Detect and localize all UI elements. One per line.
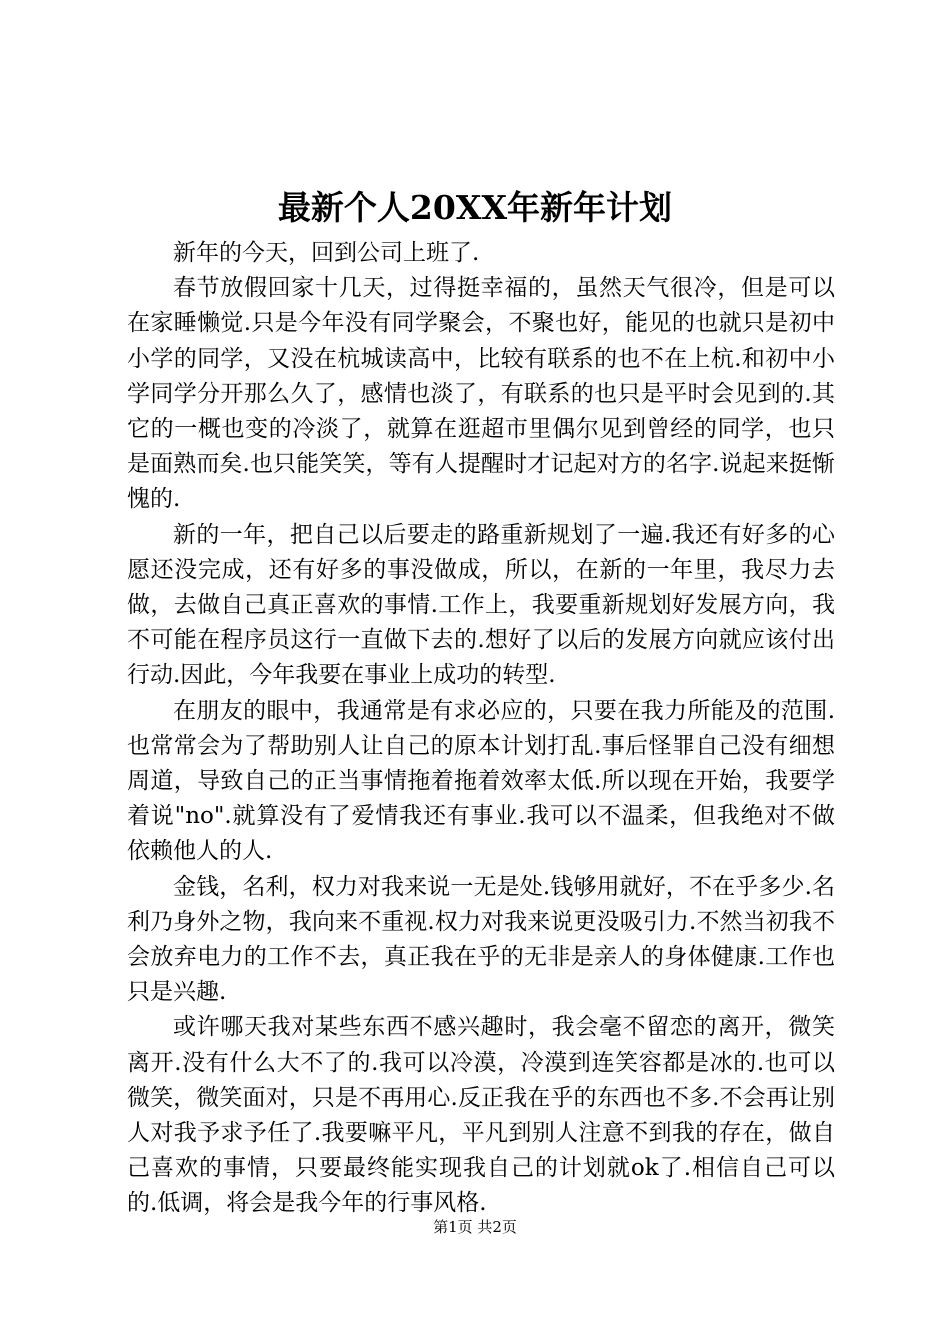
- document-title: 最新个人20XX年新年计划: [277, 188, 673, 227]
- page-footer: 第1页 共2页: [433, 1218, 517, 1236]
- paragraph-6: 或许哪天我对某些东西不感兴趣时，我会毫不留恋的离开，微笑离开.没有什么大不了的.我可以冷漠，冷漠到连笑容都是冰的.也可以微笑，微笑面对，只是不再用心.反正我在乎的东西也不多.不会再让别人对我予求予任了.我要嘛平凡，平凡到别人注意不到我的存在，做自己喜欢的事情，只要最终能实现我自己的计划就ok了.相信自己可以的.低调，将会是我今年的行事风格.: [127, 1014, 835, 1217]
- document-body: [127, 236, 835, 1222]
- paragraph-4: 在朋友的眼中，我通常是有求必应的，只要在我力所能及的范围.也常常会为了帮助别人让自己的原本计划打乱.事后怪罪自己没有细想周道，导致自己的正当事情拖着拖着效率太低.所以现在开始，我要学着说"no".就算没有了爱情我还有事业.我可以不温柔，但我绝对不做依赖他人的人.: [127, 697, 835, 865]
- paragraph-5: 金钱，名利，权力对我来说一无是处.钱够用就好，不在乎多少.名利乃身外之物，我向来不重视.权力对我来说更没吸引力.不然当初我不会放弃电力的工作不去，真正我在乎的无非是亲人的身体健康.工作也只是兴趣.: [127, 873, 835, 1006]
- paragraph-3: 新的一年，把自己以后要走的路重新规划了一遍.我还有好多的心愿还没完成，还有好多的事没做成，所以，在新的一年里，我尽力去做，去做自己真正喜欢的事情.工作上，我要重新规划好发展方向，我不可能在程序员这行一直做下去的.想好了以后的发展方向就应该付出行动.因此，今年我要在事业上成功的转型.: [127, 521, 835, 689]
- paragraph-1: 新年的今天，回到公司上班了.: [173, 240, 480, 266]
- paragraph-2: 春节放假回家十几天，过得挺幸福的，虽然天气很冷，但是可以在家睡懒觉.只是今年没有同学聚会，不聚也好，能见的也就只是初中小学的同学，又没在杭城读高中，比较有联系的也不在上杭.和初中小学同学分开那么久了，感情也淡了，有联系的也只是平时会见到的.其它的一概也变的冷淡了，就算在逛超市里偶尔见到曾经的同学，也只是面熟而矣.也只能笑笑，等有人提醒时才记起对方的名字.说起来挺惭愧的.: [127, 275, 835, 513]
